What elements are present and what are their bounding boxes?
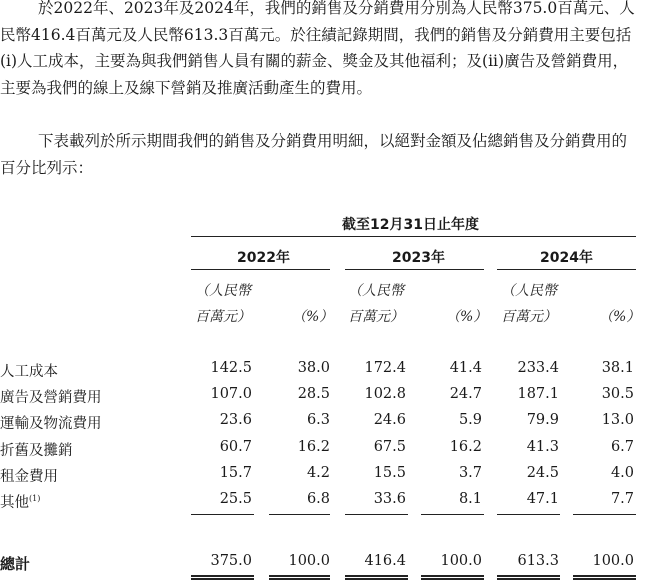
- total-double-rule: [345, 575, 408, 580]
- table-intro-paragraph: 下表載列於所示期間我們的銷售及分銷費用明細，以絕對金額及佔總銷售及分銷費用的百分比列示：: [0, 132, 628, 177]
- year-header-2023: 2023年: [392, 250, 445, 266]
- cell: 15.5: [373, 465, 406, 481]
- unit-label-2023: （人民幣: [348, 283, 404, 299]
- cell: 4.0: [610, 465, 634, 481]
- footnote-marker: (1): [29, 494, 41, 504]
- pct-label-2023: （%）: [446, 309, 488, 325]
- year-rule-2024: [497, 269, 636, 270]
- total-label: 總計: [0, 555, 31, 573]
- row-label-logistics: 運輸及物流費用: [0, 416, 102, 432]
- cell: 15.7: [219, 465, 252, 481]
- cell: 47.1: [526, 491, 559, 507]
- total-cell: 416.4: [364, 553, 406, 569]
- cell: 24.7: [449, 386, 482, 402]
- cell: 24.5: [526, 465, 559, 481]
- total-double-rule: [421, 575, 484, 580]
- cell: 6.3: [306, 412, 330, 428]
- cell: 33.6: [373, 491, 406, 507]
- cell: 107.0: [210, 386, 252, 402]
- unit-label-2024: （人民幣: [501, 283, 557, 299]
- cell: 142.5: [210, 360, 252, 376]
- cell: 24.6: [373, 412, 406, 428]
- total-cell: 100.0: [288, 553, 330, 569]
- unit-label-2022-line2: 百萬元）: [195, 309, 251, 325]
- row-label-advertising: 廣告及營銷費用: [0, 390, 102, 406]
- subtotal-rule: [345, 514, 408, 515]
- pct-label-2024: （%）: [599, 309, 641, 325]
- cell: 102.8: [364, 386, 406, 402]
- cell: 79.9: [526, 412, 559, 428]
- row-label-rent: 租金費用: [0, 469, 58, 485]
- total-double-rule: [269, 575, 330, 580]
- subtotal-rule: [191, 514, 254, 515]
- cell: 187.1: [517, 386, 559, 402]
- period-header: 截至12月31日止年度: [342, 217, 479, 233]
- year-rule-2023: [345, 269, 484, 270]
- cell: 16.2: [449, 439, 482, 455]
- total-cell: 375.0: [210, 553, 252, 569]
- cell: 60.7: [219, 439, 252, 455]
- cell: 6.8: [306, 491, 330, 507]
- cell: 41.4: [449, 360, 482, 376]
- year-header-2024: 2024年: [540, 250, 593, 266]
- cell: 28.5: [297, 386, 330, 402]
- row-label-labor-cost: 人工成本: [0, 364, 58, 380]
- cell: 7.7: [610, 491, 634, 507]
- row-label-depreciation: 折舊及攤銷: [0, 443, 73, 459]
- total-double-rule: [497, 575, 560, 580]
- cell: 4.2: [306, 465, 330, 481]
- total-double-rule: [573, 575, 636, 580]
- subtotal-rule: [497, 514, 560, 515]
- unit-label-2023-line2: 百萬元）: [348, 309, 404, 325]
- cell: 25.5: [219, 491, 252, 507]
- total-cell: 613.3: [517, 553, 559, 569]
- cell: 6.7: [610, 439, 634, 455]
- total-cell: 100.0: [440, 553, 482, 569]
- subtotal-rule: [421, 514, 484, 515]
- total-cell: 100.0: [592, 553, 634, 569]
- cell: 30.5: [601, 386, 634, 402]
- cell: 8.1: [458, 491, 482, 507]
- cell: 16.2: [297, 439, 330, 455]
- subtotal-rule: [269, 514, 330, 515]
- cell: 172.4: [364, 360, 406, 376]
- total-double-rule: [191, 575, 254, 580]
- pct-label-2022: （%）: [292, 309, 334, 325]
- intro-paragraph: 於2022年、2023年及2024年，我們的銷售及分銷費用分別為人民幣375.0百萬元、人民幣416.4百萬元及人民幣613.3百萬元。於往績記錄期間，我們的銷售及分銷費用主要包括(i)人工成本，主要為與我們銷售人員有關的薪金、獎金及其他福利；及(ii)廣告及營銷費用，主要為我們的線上及線下營銷及推廣活動產生的費用。: [0, 0, 635, 97]
- cell: 233.4: [517, 360, 559, 376]
- cell: 23.6: [219, 412, 252, 428]
- cell: 41.3: [526, 439, 559, 455]
- cell: 5.9: [458, 412, 482, 428]
- cell: 38.1: [601, 360, 634, 376]
- cell: 38.0: [297, 360, 330, 376]
- year-rule-2022: [191, 269, 330, 270]
- period-header-rule: [191, 236, 636, 237]
- year-header-2022: 2022年: [237, 250, 290, 266]
- subtotal-rule: [573, 514, 636, 515]
- unit-label-2024-line2: 百萬元）: [501, 309, 557, 325]
- cell: 13.0: [601, 412, 634, 428]
- cell: 67.5: [373, 439, 406, 455]
- cell: 3.7: [458, 465, 482, 481]
- unit-label-2022: （人民幣: [195, 283, 251, 299]
- row-label-others: 其他$^{(1)}$: [0, 494, 41, 511]
